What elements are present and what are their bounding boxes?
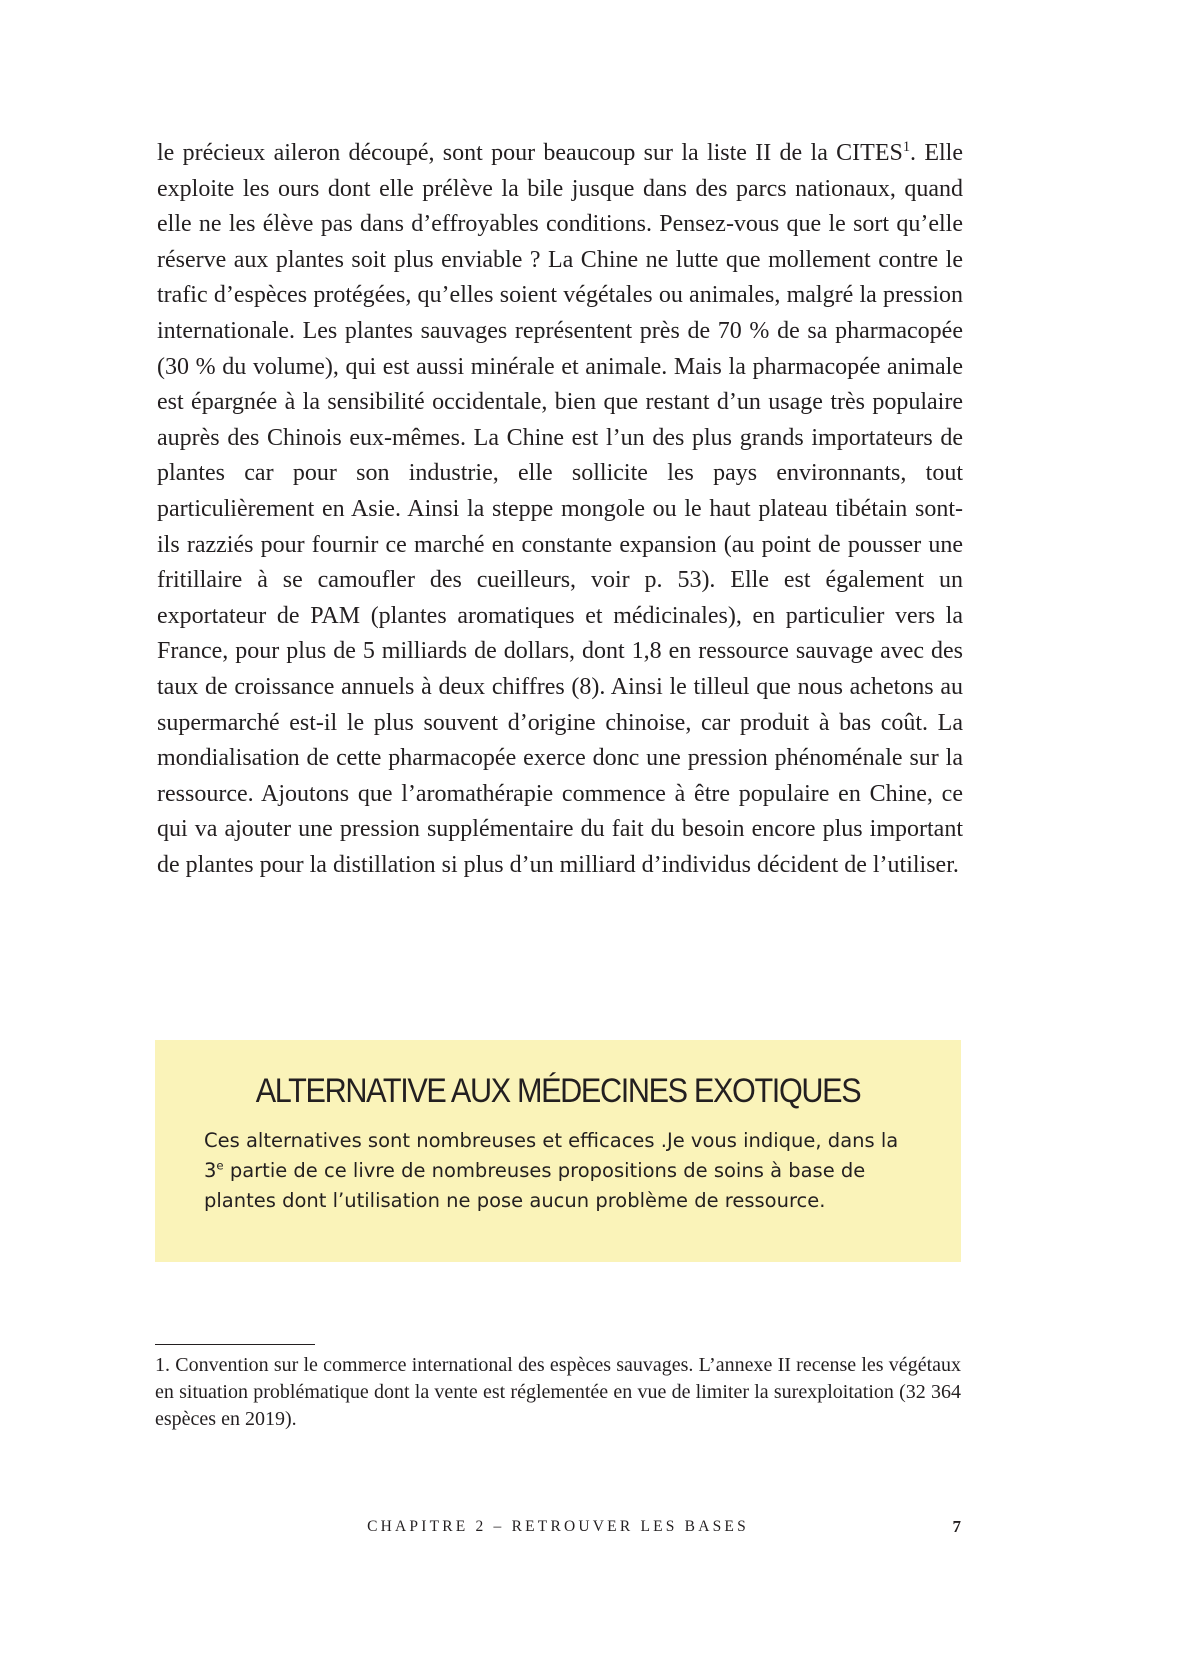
main-body-text — [157, 136, 963, 883]
page-number: 7 — [952, 1517, 961, 1536]
running-footer — [155, 1518, 961, 1542]
box-text-end: partie de ce livre de nombreuses propositions de soins à base de plantes dont l’utilisation ne pose aucun problème de ressource. — [204, 1159, 866, 1212]
footnote-text: 1. Convention sur le commerce international des espèces sauvages. L’annexe II recense les végétaux en situation problématique dont la vente est réglementée en vue de limiter la surexploitation (32 364 espèces en 2019). — [155, 1354, 961, 1430]
highlight-box — [155, 1040, 961, 1262]
footnote-separator — [155, 1344, 315, 1345]
footnote-reference[interactable]: 1 — [902, 139, 911, 155]
box-title: ALTERNATIVE AUX MÉDECINES EXOTIQUES — [255, 1072, 861, 1110]
body-paragraph — [157, 136, 963, 883]
chapter-label: CHAPITRE 2 – RETROUVER LES BASES — [367, 1518, 749, 1535]
box-text-start: Ces alternatives sont nombreuses et efficaces .Je vous indique, dans la 3 — [204, 1129, 899, 1182]
body-text-continued: . Elle exploite les ours dont elle prélève la bile jusque dans des parcs nationaux, quand elle ne les élève pas dans d’effroyables conditions. Pensez-vous que le sort qu’elle réserve aux plantes soit plus enviable ? La Chine ne lutte que mollement contre le trafic d’espèces protégées, qu’elles soient végétales ou animales, malgré la pression internationale. Les plantes sauvages représentent près de 70 % de sa pharmacopée (30 % du volume), qui est aussi minérale et animale. Mais la pharmacopée animale est épargnée à la sensibilité occidentale, bien que restant d’un usage très populaire auprès des Chinois eux-mêmes. La Chine est l’un des plus grands importateurs de plantes car pour son industrie, elle sollicite les pays environnants, tout particulièrement en Asie. Ainsi la steppe mongole ou le haut plateau tibétain sont-ils razziés pour fournir ce marché en constante expansion (au point de pousser une fritillaire à se camoufler des cueilleurs, voir p. 53). Elle est également un exportateur de PAM (plantes aromatiques et médicinales), en particulier vers la France, pour plus de 5 milliards de dollars, dont 1,8 en ressource sauvage avec des taux de croissance annuels à deux chiffres (8). Ainsi le tilleul que nous achetons au supermarché est-il le plus souvent d’origine chinoise, car produit à bas coût. La mondialisation de cette pharmacopée exerce donc une pression phénoménale sur la ressource. Ajoutons que l’aromathérapie commence à être populaire en Chine, ce qui va ajouter une pression supplémentaire du fait du besoin encore plus important de plantes pour la distillation si plus d’un milliard d’individus décident de l’utiliser. — [157, 140, 963, 878]
box-superscript: e — [216, 1158, 224, 1173]
body-text-start: le précieux aileron découpé, sont pour beaucoup sur la liste II de la CITES — [157, 140, 903, 166]
box-text — [204, 1126, 924, 1216]
